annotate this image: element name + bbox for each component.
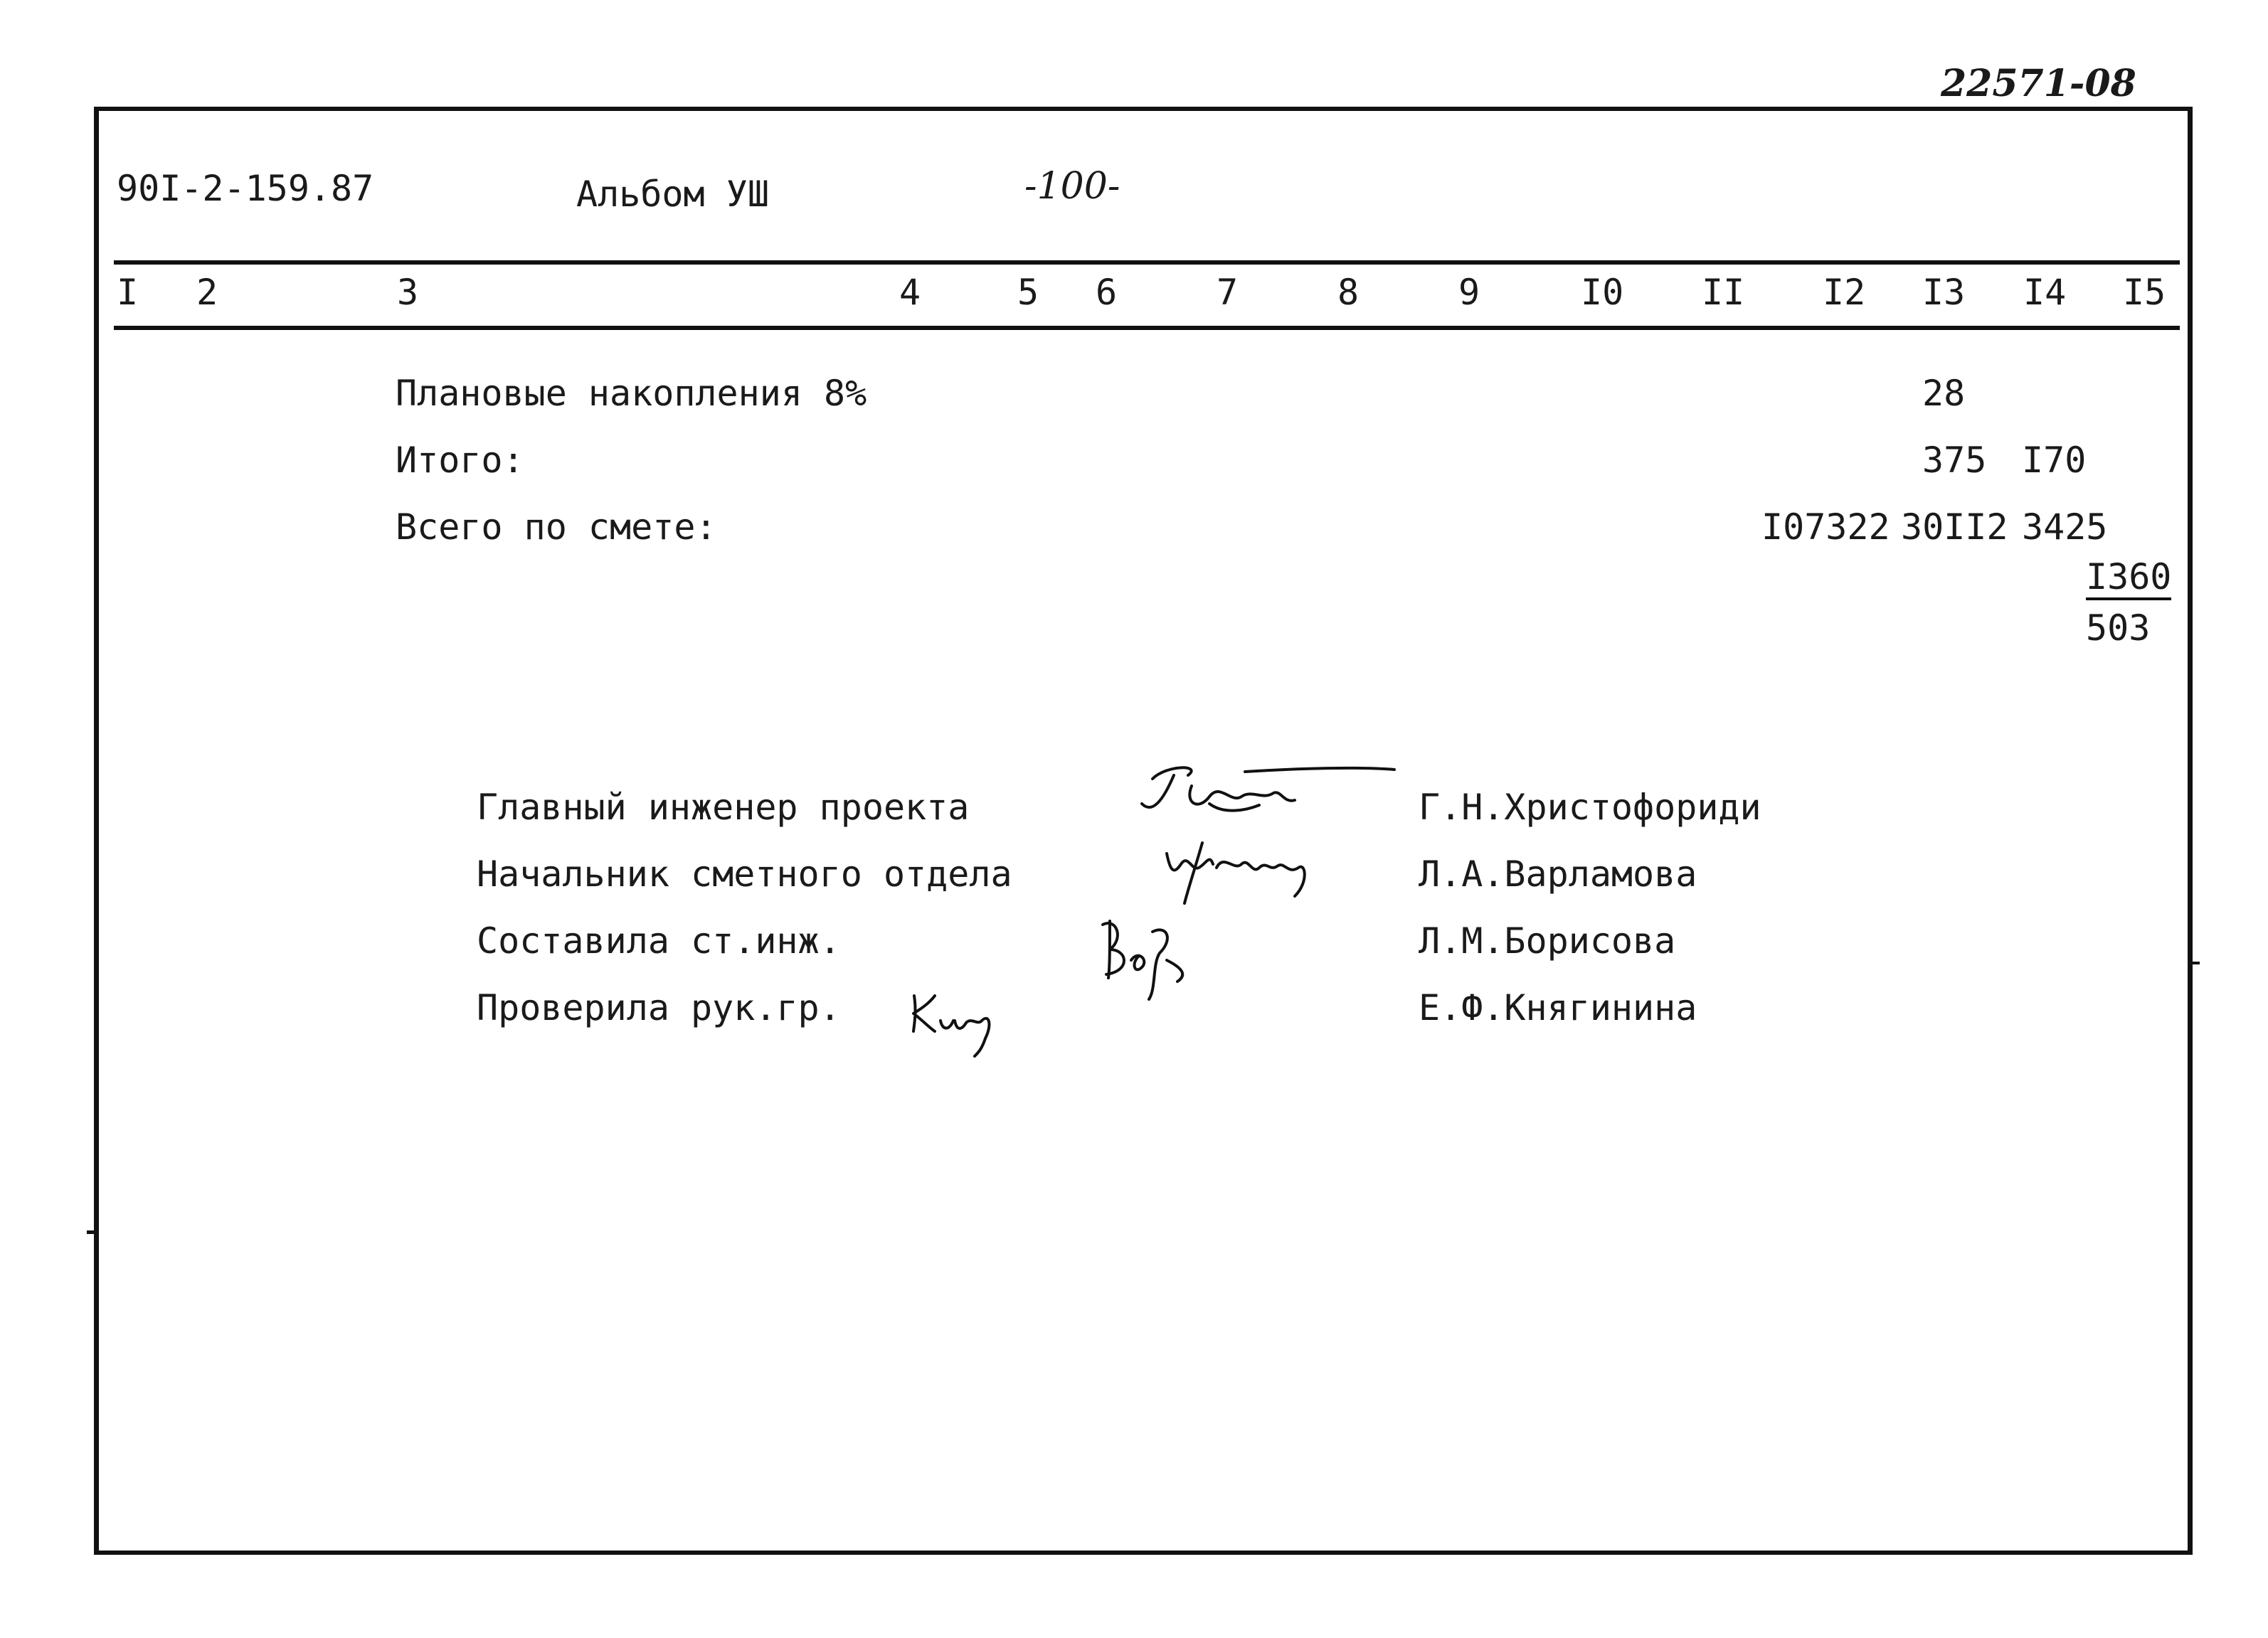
column-header-6: 6 [1096, 272, 1118, 313]
signature-role-estimate-head: Начальник сметного отдела [477, 853, 1012, 895]
signature-name-estimate-head: Л.А.Варламова [1419, 853, 1697, 895]
header-top-rule [114, 260, 2180, 265]
column-header-1: I [117, 272, 139, 313]
edge-mark [87, 1230, 94, 1234]
row-subtotal-col13: 375 [1922, 440, 1987, 481]
signature-name-checker: Е.Ф.Княгинина [1419, 987, 1697, 1028]
column-header-11: II [1702, 272, 1745, 313]
column-header-14: I4 [2023, 272, 2067, 313]
signature-name-chief-engineer: Г.Н.Христофориди [1419, 787, 1761, 828]
column-header-8: 8 [1337, 272, 1360, 313]
row-planned-savings-label: Плановые накопления 8% [396, 373, 867, 414]
handwritten-signature-chief-engineer [1124, 761, 1409, 839]
signature-role-checker: Проверила рук.гр. [477, 987, 841, 1028]
column-header-10: I0 [1581, 272, 1624, 313]
fraction-denominator: 503 [2086, 607, 2151, 649]
row-grand-total-col14: 3425 [2022, 506, 2108, 548]
edge-mark [2193, 962, 2200, 964]
fraction-numerator: I360 [2086, 559, 2171, 600]
album-title: Альбом УШ [576, 174, 769, 215]
column-header-7: 7 [1217, 272, 1239, 313]
handwritten-signature-compiler [1088, 910, 1231, 1017]
row-subtotal-label: Итого: [396, 440, 524, 481]
page-number: -100- [1024, 165, 1120, 208]
signature-role-chief-engineer: Главный инженер проекта [477, 787, 970, 828]
document-code-text: 90I-2-159.87 [117, 168, 374, 209]
row-grand-total-label: Всего по смете: [396, 506, 717, 548]
handwritten-signature-estimate-head [1152, 832, 1352, 910]
row-grand-total-col12: I07322 [1761, 506, 1890, 548]
column-header-9: 9 [1458, 272, 1480, 313]
column-header-4: 4 [899, 272, 921, 313]
column-header-2: 2 [196, 272, 218, 313]
row-subtotal-col14: I70 [2022, 440, 2087, 481]
document-stamp-number: 22571-08 [1941, 62, 2136, 105]
row-grand-total-col13: 30II2 [1901, 506, 2008, 548]
signature-name-compiler: Л.М.Борисова [1419, 920, 1676, 962]
column-header-15: I5 [2123, 272, 2166, 313]
column-header-3: 3 [397, 272, 419, 313]
signature-role-compiler: Составила ст.инж. [477, 920, 841, 962]
handwritten-signature-checker [904, 982, 1024, 1060]
row-planned-savings-col13: 28 [1922, 373, 1966, 414]
header-bottom-rule [114, 326, 2180, 330]
column-header-5: 5 [1017, 272, 1039, 313]
column-header-12: I2 [1823, 272, 1866, 313]
column-header-13: I3 [1922, 272, 1966, 313]
document-code [117, 168, 374, 209]
